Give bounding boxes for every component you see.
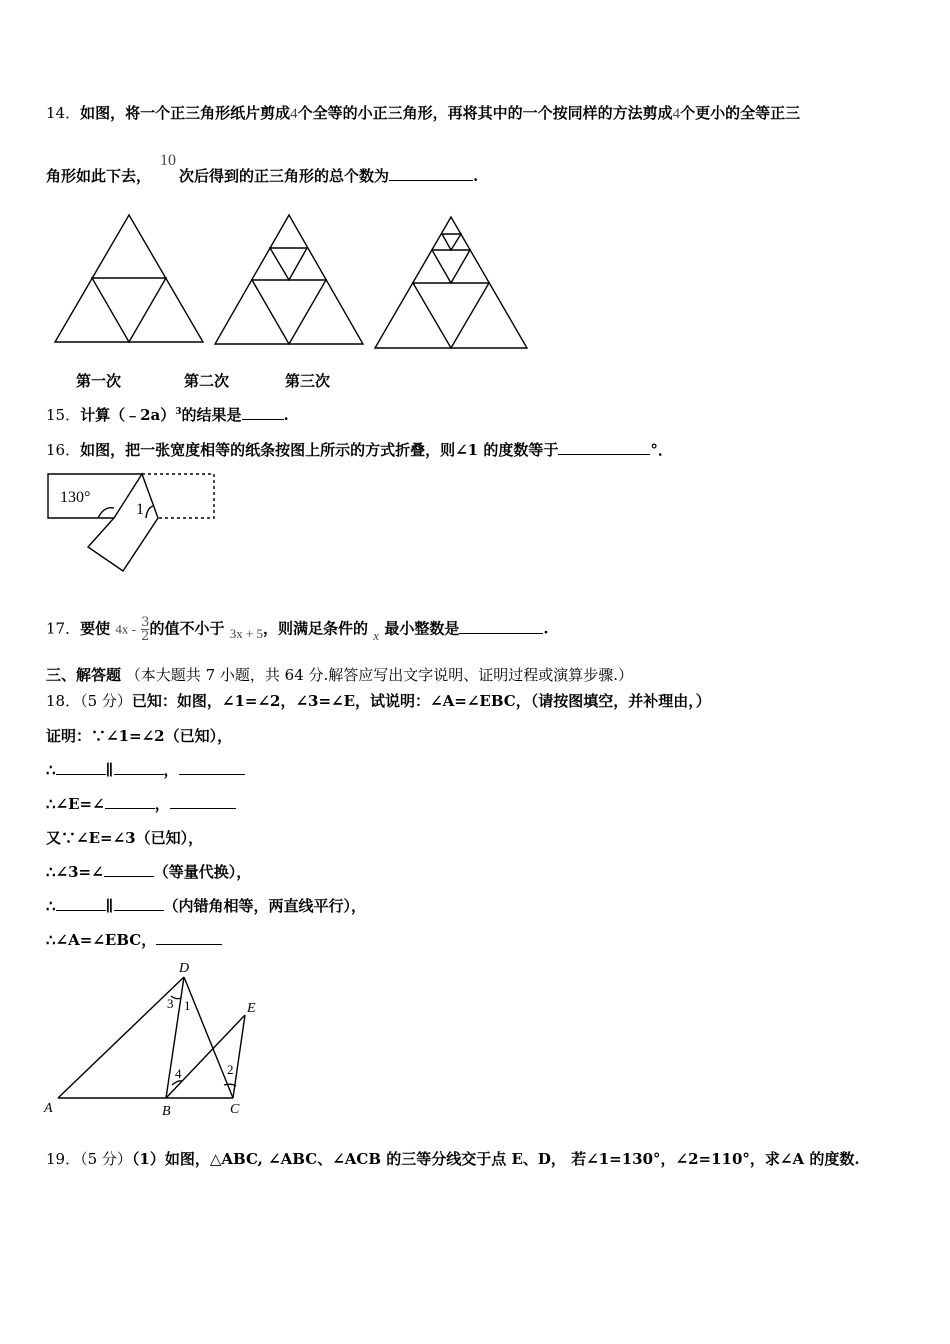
proof-step-4: ∴∠3=∠ （等量代换），: [46, 863, 252, 881]
q17-line: 17．要使 4x - $\frac{3}{2}$ 的值不小于 3x + 5，则满足条件的 x 最小整数是 .: [46, 615, 549, 644]
angle-130-label: 130°: [60, 489, 91, 506]
caption-second: 第二次: [184, 372, 230, 390]
svg-text:2: 2: [227, 1062, 234, 1077]
svg-text:D: D: [179, 961, 190, 976]
q18-line: 18．（5 分）已知：如图，∠1=∠2，∠3=∠E，试说明：∠A=∠EBC，（请按图填空，并补理由，）: [46, 692, 711, 710]
proof-step-1: ∴ ∥ ，: [46, 759, 245, 780]
svg-text:B: B: [162, 1104, 171, 1119]
question-number: 18．: [46, 692, 81, 710]
angle-1-label: 1: [136, 501, 144, 518]
proof-step-5: ∴ ∥ （内错角相等，两直线平行），: [46, 897, 367, 915]
svg-text:A: A: [44, 1101, 53, 1116]
q14-line1: 14．如图，将一个正三角形纸片剪成4个全等的小正三角形，再将其中的一个按同样的方法剪成4个更小的全等正三: [46, 104, 801, 122]
q16-line: 16．如图，把一张宽度相等的纸条按图上所示的方式折叠，则∠1 的度数等于 °．: [46, 441, 673, 459]
section-heading: 三、解答题 （本大题共 7 小题，共 64 分.解答应写出文字说明、证明过程或演算步骤.）: [46, 666, 634, 684]
q15-line: 15．计算（﹣2a）$^3$的结果是 .: [46, 406, 289, 424]
proof-start: 证明：∵∠1=∠2（已知），: [46, 727, 233, 745]
question-number: 19．: [46, 1150, 81, 1168]
svg-text:3: 3: [167, 996, 174, 1011]
svg-text:4: 4: [175, 1066, 182, 1081]
proof-step-2: ∴∠E=∠ ，: [46, 793, 236, 814]
caption-first: 第一次: [76, 372, 122, 390]
q14-n-iterations: 10: [160, 152, 176, 169]
svg-text:1: 1: [184, 998, 191, 1013]
proof-step-6: ∴∠A=∠EBC，: [46, 929, 222, 950]
q19-line: 19．（5 分）（1）如图，△ABC, ∠ABC、∠ACB 的三等分线交于点 E、D， 若∠1=130°，∠2=110°，求∠A 的度数.: [46, 1150, 860, 1168]
svg-text:E: E: [247, 1001, 256, 1016]
question-number: 17．: [46, 619, 81, 638]
proof-step-3: 又∵∠E=∠3（已知），: [46, 829, 204, 847]
question-number: 14．: [46, 104, 81, 122]
question-number: 15．: [46, 406, 81, 424]
fraction: $\frac{3}{2}$: [141, 615, 150, 644]
question-number: 16．: [46, 441, 81, 459]
caption-third: 第三次: [285, 372, 331, 390]
q14-line2: 角形如此下去， 次后得到的正三角形的总个数为 .: [46, 167, 479, 185]
svg-text:C: C: [230, 1102, 240, 1117]
